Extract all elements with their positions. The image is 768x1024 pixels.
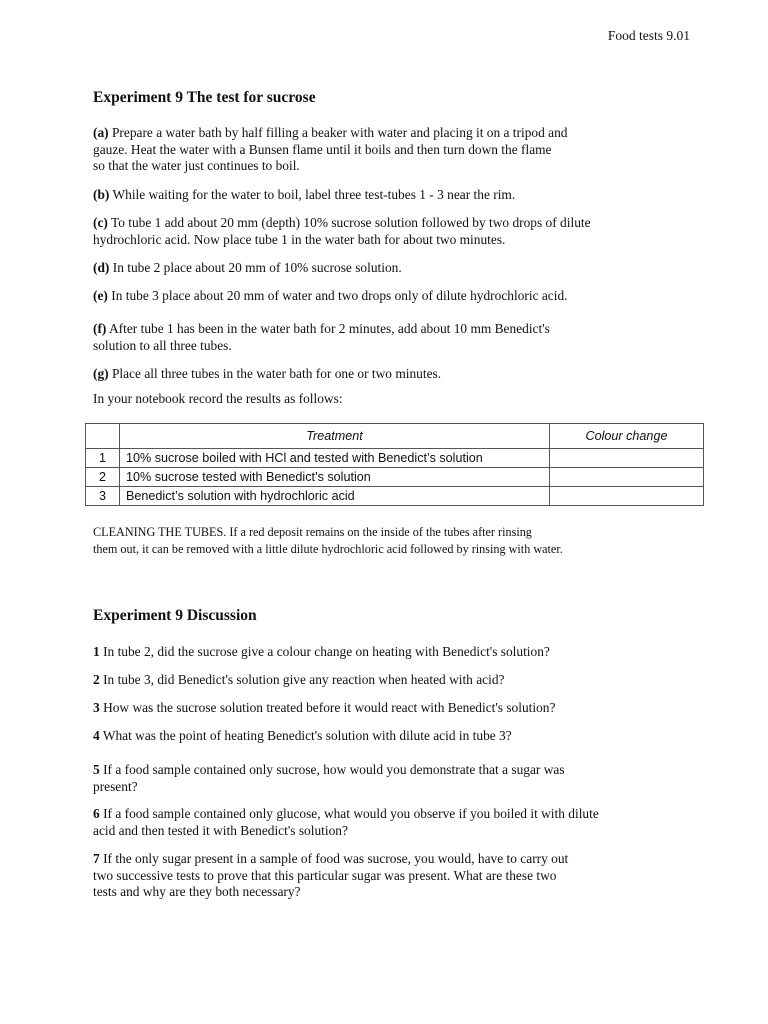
discussion-title: Experiment 9 Discussion [93, 607, 257, 624]
step-label: (e) [93, 288, 108, 303]
experiment-title: Experiment 9 The test for sucrose [93, 89, 316, 106]
cleaning-note: CLEANING THE TUBES. If a red deposit remains on the inside of the tubes after rinsing them out, it can be removed with a little dilute hydrochloric acid followed by rinsing with water. [93, 525, 563, 556]
question-number: 5 [93, 762, 100, 777]
results-table [85, 423, 704, 506]
step-c: (c) To tube 1 add about 20 mm (depth) 10% sucrose solution followed by two drops of dilute hydrochloric acid. Now place tube 1 in the water bath for about two minutes. [93, 215, 591, 247]
question-3: 3 How was the sucrose solution treated before it would react with Benedict's solution? [93, 700, 556, 715]
step-label: (b) [93, 187, 110, 202]
step-f: (f) After tube 1 has been in the water bath for 2 minutes, add about 10 mm Benedict's solution to all three tubes. [93, 321, 550, 353]
step-a: (a) Prepare a water bath by half filling a beaker with water and placing it on a tripod and gauze. Heat the water with a Bunsen flame until it boils and then turn down the flame so that the water just continues to boil. [93, 125, 568, 173]
question-number: 3 [93, 700, 100, 715]
step-g: (g) Place all three tubes in the water bath for one or two minutes. [93, 366, 442, 381]
table-row [86, 487, 704, 506]
record-note: In your notebook record the results as follows: [93, 391, 343, 406]
question-1: 1 In tube 2, did the sucrose give a colour change on heating with Benedict's solution? [93, 644, 550, 659]
table-cell [550, 449, 704, 468]
table-header-cell: Treatment [120, 424, 550, 449]
table-cell [550, 468, 704, 487]
table-header-cell [86, 424, 120, 449]
table-cell: 10% sucrose tested with Benedict’s solution [120, 468, 550, 487]
table-row [86, 449, 704, 468]
table-header-row [86, 424, 704, 449]
question-number: 7 [93, 851, 100, 866]
step-b: (b) While waiting for the water to boil, label three test-tubes 1 - 3 near the rim. [93, 187, 516, 202]
table-cell: 3 [86, 487, 120, 506]
question-5: 5 If a food sample contained only sucrose, how would you demonstrate that a sugar was present? [93, 762, 565, 794]
step-e: (e) In tube 3 place about 20 mm of water and two drops only of dilute hydrochloric acid. [93, 288, 568, 303]
table-row [86, 468, 704, 487]
question-number: 1 [93, 644, 100, 659]
question-2: 2 In tube 3, did Benedict's solution give any reaction when heated with acid? [93, 672, 505, 687]
question-7: 7 If the only sugar present in a sample of food was sucrose, you would, have to carry out two successive tests to prove that this particular sugar was present. What are these two tests and why are they both necessary? [93, 851, 569, 899]
page-header: Food tests 9.01 [607, 28, 690, 43]
table-header-cell: Colour change [550, 424, 704, 449]
step-label: (a) [93, 125, 109, 140]
step-d: (d) In tube 2 place about 20 mm of 10% sucrose solution. [93, 260, 402, 275]
table-cell: 1 [86, 449, 120, 468]
step-label: (d) [93, 260, 110, 275]
table-cell: 2 [86, 468, 120, 487]
step-label: (c) [93, 215, 108, 230]
question-number: 2 [93, 672, 100, 687]
step-label: (f) [93, 321, 107, 336]
table-cell: Benedict’s solution with hydrochloric acid [120, 487, 550, 506]
question-6: 6 If a food sample contained only glucose, what would you observe if you boiled it with dilute acid and then tested it with Benedict's solution? [93, 806, 599, 838]
table-cell [550, 487, 704, 506]
question-number: 4 [93, 728, 100, 743]
question-number: 6 [93, 806, 100, 821]
step-label: (g) [93, 366, 109, 381]
question-4: 4 What was the point of heating Benedict's solution with dilute acid in tube 3? [93, 728, 512, 743]
table-cell: 10% sucrose boiled with HCl and tested with Benedict’s solution [120, 449, 550, 468]
